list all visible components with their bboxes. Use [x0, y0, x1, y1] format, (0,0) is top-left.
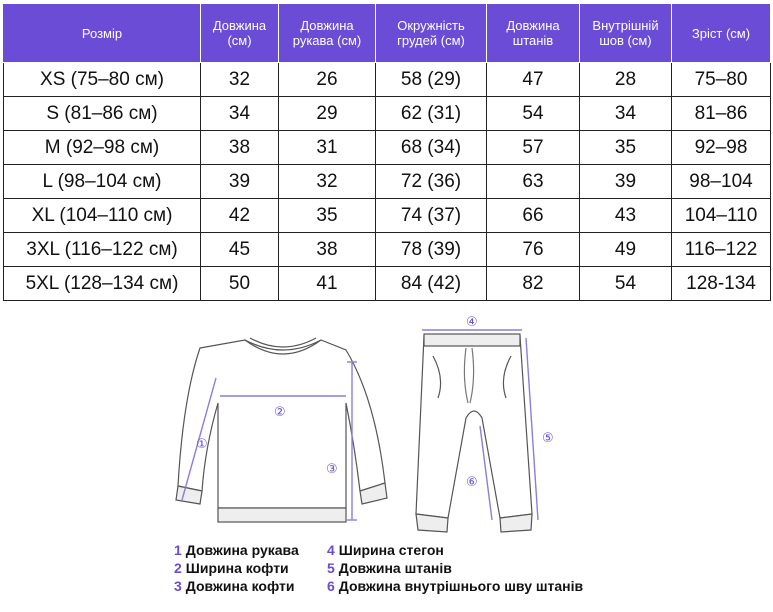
- marker-5: ⑤: [542, 431, 554, 446]
- table-row: [4, 131, 771, 165]
- legend-item: [327, 559, 583, 577]
- table-cell: 104–110: [672, 199, 771, 233]
- header-size: Розмір: [4, 4, 201, 63]
- table-cell: XS (75–80 см): [4, 63, 201, 97]
- size-table: [3, 3, 771, 301]
- table-cell: 38: [201, 131, 279, 165]
- header-inseam: Внутрішній шов (см): [580, 4, 672, 63]
- legend-item: [174, 577, 299, 595]
- legend-item: [174, 559, 299, 577]
- legend-item: [327, 541, 583, 559]
- marker-3: ③: [326, 462, 338, 477]
- legend-number: 2: [174, 560, 182, 576]
- table-row: [4, 97, 771, 131]
- header-sleeve-length: Довжина рукава (см): [279, 4, 376, 63]
- legend-number: 1: [174, 542, 182, 558]
- legend-item: [327, 577, 583, 595]
- table-cell: 68 (34): [376, 131, 487, 165]
- marker-4: ④: [466, 315, 478, 330]
- table-cell: 72 (36): [376, 165, 487, 199]
- sweatshirt-illustration: [176, 338, 387, 522]
- legend-number: 4: [327, 542, 335, 558]
- table-cell: 47: [487, 63, 580, 97]
- table-cell: 57: [487, 131, 580, 165]
- measurement-diagram: [160, 308, 580, 545]
- table-row: [4, 63, 771, 97]
- legend-item: [174, 541, 299, 559]
- legend-label: Довжина внутрішнього шву штанів: [338, 578, 584, 594]
- legend-number: 5: [327, 560, 335, 576]
- garment-illustration: [160, 308, 580, 540]
- legend-left: [174, 541, 299, 595]
- pants-illustration: [416, 334, 532, 532]
- table-cell: 5XL (128–134 см): [4, 267, 201, 301]
- table-cell: 43: [580, 199, 672, 233]
- legend-label: Довжина штанів: [338, 560, 452, 576]
- table-cell: 74 (37): [376, 199, 487, 233]
- table-row: [4, 267, 771, 301]
- table-cell: 98–104: [672, 165, 771, 199]
- table-cell: S (81–86 см): [4, 97, 201, 131]
- header-chest: Окружність грудей (см): [376, 4, 487, 63]
- table-cell: 3XL (116–122 см): [4, 233, 201, 267]
- header-height: Зріст (см): [672, 4, 771, 63]
- table-cell: 58 (29): [376, 63, 487, 97]
- table-row: [4, 199, 771, 233]
- table-cell: 38: [279, 233, 376, 267]
- table-cell: 92–98: [672, 131, 771, 165]
- table-cell: L (98–104 см): [4, 165, 201, 199]
- table-cell: 63: [487, 165, 580, 199]
- legend-label: Ширина кофти: [185, 560, 289, 576]
- legend-number: 3: [174, 578, 182, 594]
- table-cell: 54: [487, 97, 580, 131]
- table-cell: 34: [580, 97, 672, 131]
- table-cell: 35: [580, 131, 672, 165]
- table-cell: 45: [201, 233, 279, 267]
- table-cell: M (92–98 см): [4, 131, 201, 165]
- table-cell: 49: [580, 233, 672, 267]
- table-cell: 81–86: [672, 97, 771, 131]
- table-cell: 29: [279, 97, 376, 131]
- marker-1: ①: [196, 437, 208, 452]
- table-cell: 84 (42): [376, 267, 487, 301]
- legend-right: [327, 541, 583, 595]
- table-header-row: [4, 4, 771, 63]
- table-cell: 31: [279, 131, 376, 165]
- table-cell: 39: [201, 165, 279, 199]
- table-cell: 128-134: [672, 267, 771, 301]
- header-pants-length: Довжина штанів: [487, 4, 580, 63]
- table-cell: 26: [279, 63, 376, 97]
- table-cell: 116–122: [672, 233, 771, 267]
- table-cell: 78 (39): [376, 233, 487, 267]
- table-cell: 34: [201, 97, 279, 131]
- table-cell: 50: [201, 267, 279, 301]
- table-cell: 41: [279, 267, 376, 301]
- table-cell: 32: [201, 63, 279, 97]
- table-cell: 28: [580, 63, 672, 97]
- table-cell: 82: [487, 267, 580, 301]
- legend-number: 6: [327, 578, 335, 594]
- table-cell: 76: [487, 233, 580, 267]
- table-cell: 39: [580, 165, 672, 199]
- legend-label: Довжина рукава: [185, 542, 299, 558]
- table-cell: 75–80: [672, 63, 771, 97]
- table-cell: 62 (31): [376, 97, 487, 131]
- table-cell: XL (104–110 см): [4, 199, 201, 233]
- legend-label: Ширина стегон: [338, 542, 444, 558]
- marker-6: ⑥: [466, 475, 478, 490]
- table-row: [4, 165, 771, 199]
- table-cell: 32: [279, 165, 376, 199]
- marker-2: ②: [274, 405, 286, 420]
- table-cell: 35: [279, 199, 376, 233]
- table-cell: 54: [580, 267, 672, 301]
- table-cell: 66: [487, 199, 580, 233]
- legend-label: Довжина кофти: [185, 578, 295, 594]
- table-row: [4, 233, 771, 267]
- header-length: Довжина (см): [201, 4, 279, 63]
- table-cell: 42: [201, 199, 279, 233]
